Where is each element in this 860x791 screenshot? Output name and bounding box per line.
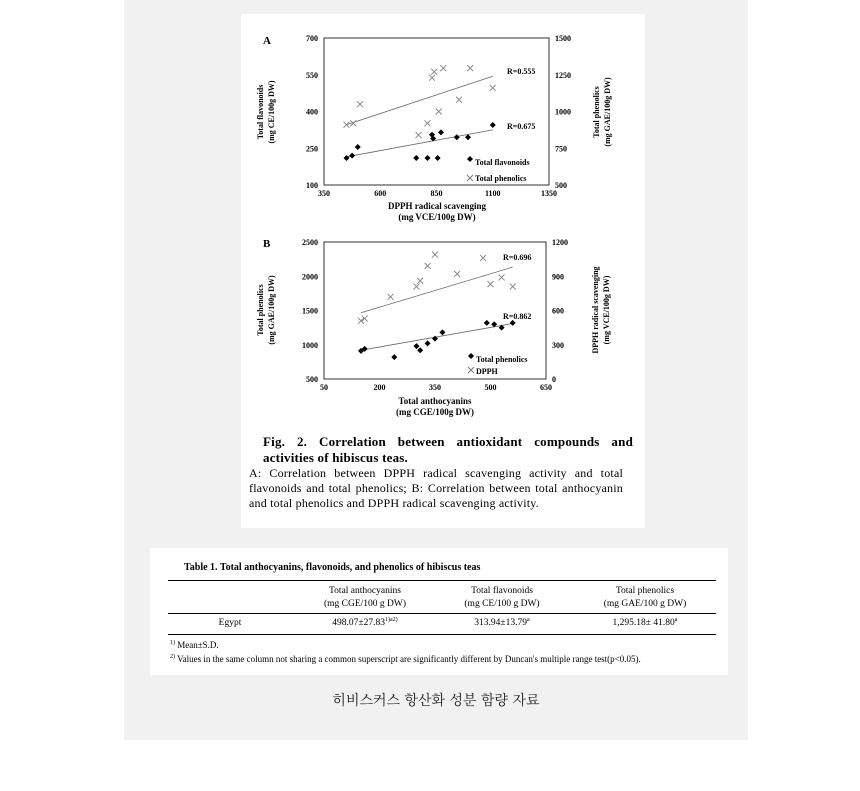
- note-1-marker: 1): [170, 640, 175, 646]
- cell-anthocyanins: [300, 617, 430, 630]
- chart-a: [256, 34, 612, 222]
- chart-b-point-diamond: [425, 340, 431, 346]
- chart-b-legend-diamond-icon: [468, 353, 474, 359]
- cell-phenolics: [580, 617, 710, 630]
- chart-b-point-x: [388, 294, 394, 300]
- cell-phenolics-value: 1,295.18± 41.80: [612, 618, 675, 628]
- chart-b-legend-x-icon: [468, 367, 474, 373]
- chart-a-x-tick-label: 850: [430, 189, 443, 198]
- cell-anthocyanins-value: 498.07±27.83: [332, 618, 386, 628]
- chart-b-point-x: [488, 281, 494, 287]
- chart-a-x-label-1: DPPH radical scavenging: [388, 201, 486, 211]
- chart-b-right-tick-label: 300: [552, 340, 564, 350]
- chart-a-legend-1: Total flavonoids: [475, 158, 530, 167]
- chart-b-point-x: [358, 318, 364, 324]
- cell-flavonoids-value: 313.94±13.79: [474, 618, 528, 628]
- table-top-rule: [168, 580, 716, 581]
- figure-charts: [241, 14, 645, 434]
- chart-a-right-tick-label: 1250: [555, 70, 571, 80]
- chart-b-x-tick-label: 200: [373, 383, 386, 392]
- chart-b-point-x: [499, 274, 505, 280]
- chart-a-point-x: [357, 101, 363, 107]
- chart-a-right-tick-label: 1500: [555, 34, 571, 43]
- chart-a-left-tick-label: 400: [306, 107, 318, 117]
- chart-a-point-x: [440, 65, 446, 71]
- figure-2: [241, 14, 645, 528]
- chart-b-x-label-2: (mg CGE/100g DW): [396, 407, 474, 417]
- chart-b-left-label-1: Total phenolics: [256, 284, 265, 336]
- chart-a-point-x: [425, 120, 431, 126]
- table-header-rule: [168, 613, 716, 614]
- chart-a-point-diamond: [435, 155, 441, 161]
- chart-b-point-x: [480, 255, 486, 261]
- chart-b-r-bottom: R=0.862: [503, 312, 532, 321]
- chart-a-point-x: [467, 65, 473, 71]
- chart-a-left-tick-label: 100: [306, 181, 318, 190]
- chart-b-left-tick-label: 2500: [302, 238, 318, 247]
- chart-a-legend-diamond-icon: [467, 156, 473, 162]
- chart-a-point-diamond: [349, 153, 355, 159]
- header-flavonoids-line1: Total flavonoids: [471, 586, 533, 596]
- chart-a-point-diamond: [355, 144, 361, 150]
- cell-anthocyanins-sup: 1)a2): [385, 616, 398, 623]
- chart-b-right-tick-label: 1200: [552, 238, 568, 247]
- table-1: [150, 548, 728, 675]
- chart-b-point-diamond: [417, 347, 423, 353]
- chart-a-x-tick-label: 1100: [484, 189, 501, 198]
- page-caption: 히비스커스 항산화 성분 함량 자료: [332, 693, 540, 709]
- chart-b-left-tick-label: 2000: [302, 272, 318, 282]
- chart-a-point-x: [490, 85, 496, 91]
- chart-a-right-tick-label: 750: [555, 144, 567, 154]
- table-note-1: [170, 640, 219, 650]
- chart-b-left-tick-label: 1000: [302, 340, 318, 350]
- chart-b-right-label-2: (mg VCE/100g DW): [602, 275, 611, 345]
- chart-a-left-label-2: (mg CE/100g DW): [267, 80, 276, 144]
- chart-b-left-tick-label: 500: [306, 375, 318, 384]
- chart-b-x-tick-label: 50: [320, 383, 328, 392]
- chart-b-right-tick-label: 0: [552, 375, 556, 384]
- note-2-marker: 2): [170, 654, 175, 660]
- chart-a-legend-x-icon: [467, 175, 473, 181]
- chart-b-point-x: [414, 284, 420, 290]
- note-1-text: Mean±S.D.: [177, 640, 219, 650]
- chart-b-point-x: [362, 315, 368, 321]
- header-anthocyanins-line2: (mg CGE/100 g DW): [323, 599, 407, 609]
- table-title: Table 1. Total anthocyanins, flavonoids, and phenolics of hibiscus teas: [184, 562, 481, 573]
- chart-b-point-diamond: [414, 343, 420, 349]
- table-header-anthocyanins: [300, 585, 430, 611]
- chart-b-point-diamond: [391, 354, 397, 360]
- chart-a-point-diamond: [438, 129, 444, 135]
- chart-a-x-tick-label: 350: [318, 189, 330, 198]
- panel-a-label: A: [263, 35, 271, 47]
- chart-b-point-x: [510, 284, 516, 290]
- chart-a-point-x: [456, 97, 462, 103]
- chart-b-point-x: [432, 252, 438, 258]
- header-phenolics-line1: Total phenolics: [615, 586, 675, 596]
- chart-b-right-tick-label: 900: [552, 272, 564, 282]
- chart-b-trendline-1: [361, 267, 513, 313]
- chart-a-trendline-1: [347, 76, 493, 125]
- chart-b-x-tick-label: 500: [484, 383, 497, 392]
- chart-a-point-x: [344, 122, 350, 128]
- chart-a-point-x: [431, 69, 437, 75]
- chart-a-left-tick-label: 250: [306, 144, 318, 154]
- chart-b-point-x: [417, 278, 423, 284]
- cell-flavonoids: [437, 617, 567, 630]
- chart-b: [256, 238, 611, 417]
- chart-b-x-tick-label: 650: [540, 383, 552, 392]
- table-header-phenolics: [580, 585, 710, 611]
- chart-a-point-diamond: [490, 122, 496, 128]
- chart-b-point-diamond: [439, 329, 445, 335]
- chart-a-point-diamond: [454, 134, 460, 140]
- chart-b-left-label-2: (mg GAE/100g DW): [267, 275, 276, 345]
- chart-b-right-label-1: DPPH radical scavenging: [591, 266, 600, 354]
- chart-a-point-x: [416, 132, 422, 138]
- chart-b-point-diamond: [484, 320, 490, 326]
- chart-a-r-bottom: R=0.675: [507, 122, 536, 131]
- chart-a-left-tick-label: 550: [306, 70, 318, 80]
- chart-b-legend-1: Total phenolics: [476, 355, 528, 364]
- cell-phenolics-sup: a: [674, 616, 678, 623]
- panel-b-label: B: [263, 238, 271, 250]
- table-header-flavonoids: [437, 585, 567, 611]
- chart-a-point-x: [429, 75, 435, 81]
- chart-a-right-label-2: (mg GAE/100g DW): [603, 77, 612, 147]
- chart-b-right-tick-label: 600: [552, 306, 564, 316]
- chart-a-left-tick-label: 700: [306, 34, 318, 43]
- table-bottom-rule: [168, 634, 716, 635]
- chart-b-x-label-1: Total anthocyanins: [398, 396, 472, 406]
- chart-b-x-tick-label: 350: [429, 383, 441, 392]
- chart-a-point-diamond: [413, 155, 419, 161]
- header-flavonoids-line2: (mg CE/100 g DW): [464, 599, 540, 609]
- chart-a-point-x: [436, 109, 442, 115]
- header-anthocyanins-line1: Total anthocyanins: [329, 586, 401, 596]
- chart-a-legend-2: Total phenolics: [475, 174, 527, 183]
- cell-flavonoids-sup: a: [527, 616, 530, 623]
- chart-a-right-tick-label: 1000: [555, 107, 571, 117]
- figure-description: A: Correlation between DPPH radical scavenging activity and total flavonoids and total phenolics; B: Correlation between total anthocyanin and total phenolics and DPPH radical scavenging activity.: [249, 466, 623, 510]
- chart-a-x-label-2: (mg VCE/100g DW): [398, 212, 476, 222]
- chart-b-point-x: [454, 271, 460, 277]
- chart-b-r-top: R=0.696: [503, 253, 532, 262]
- chart-a-r-top: R=0.555: [507, 67, 536, 76]
- table-row-label: Egypt: [218, 618, 242, 628]
- header-phenolics-line2: (mg GAE/100 g DW): [603, 599, 687, 609]
- chart-a-right-tick-label: 500: [555, 181, 567, 190]
- chart-a-x-tick-label: 1350: [541, 189, 557, 198]
- chart-a-right-label-1: Total phenolics: [592, 86, 601, 138]
- chart-a-point-diamond: [344, 155, 350, 161]
- figure-title: Fig. 2. Correlation between antioxidant compounds and activities of hibiscus teas.: [263, 434, 633, 465]
- chart-b-trendline-0: [361, 324, 513, 351]
- chart-b-legend-2: DPPH: [476, 367, 498, 376]
- table-note-2: [170, 654, 641, 664]
- chart-b-left-tick-label: 1500: [302, 306, 318, 316]
- note-2-text: Values in the same column not sharing a common superscript are significantly different by Duncan's multiple range test(p<0.05).: [177, 654, 641, 664]
- chart-a-left-label-1: Total flavonoids: [256, 84, 265, 140]
- chart-b-point-x: [425, 263, 431, 269]
- chart-a-x-tick-label: 600: [374, 189, 387, 198]
- chart-a-point-diamond: [425, 155, 431, 161]
